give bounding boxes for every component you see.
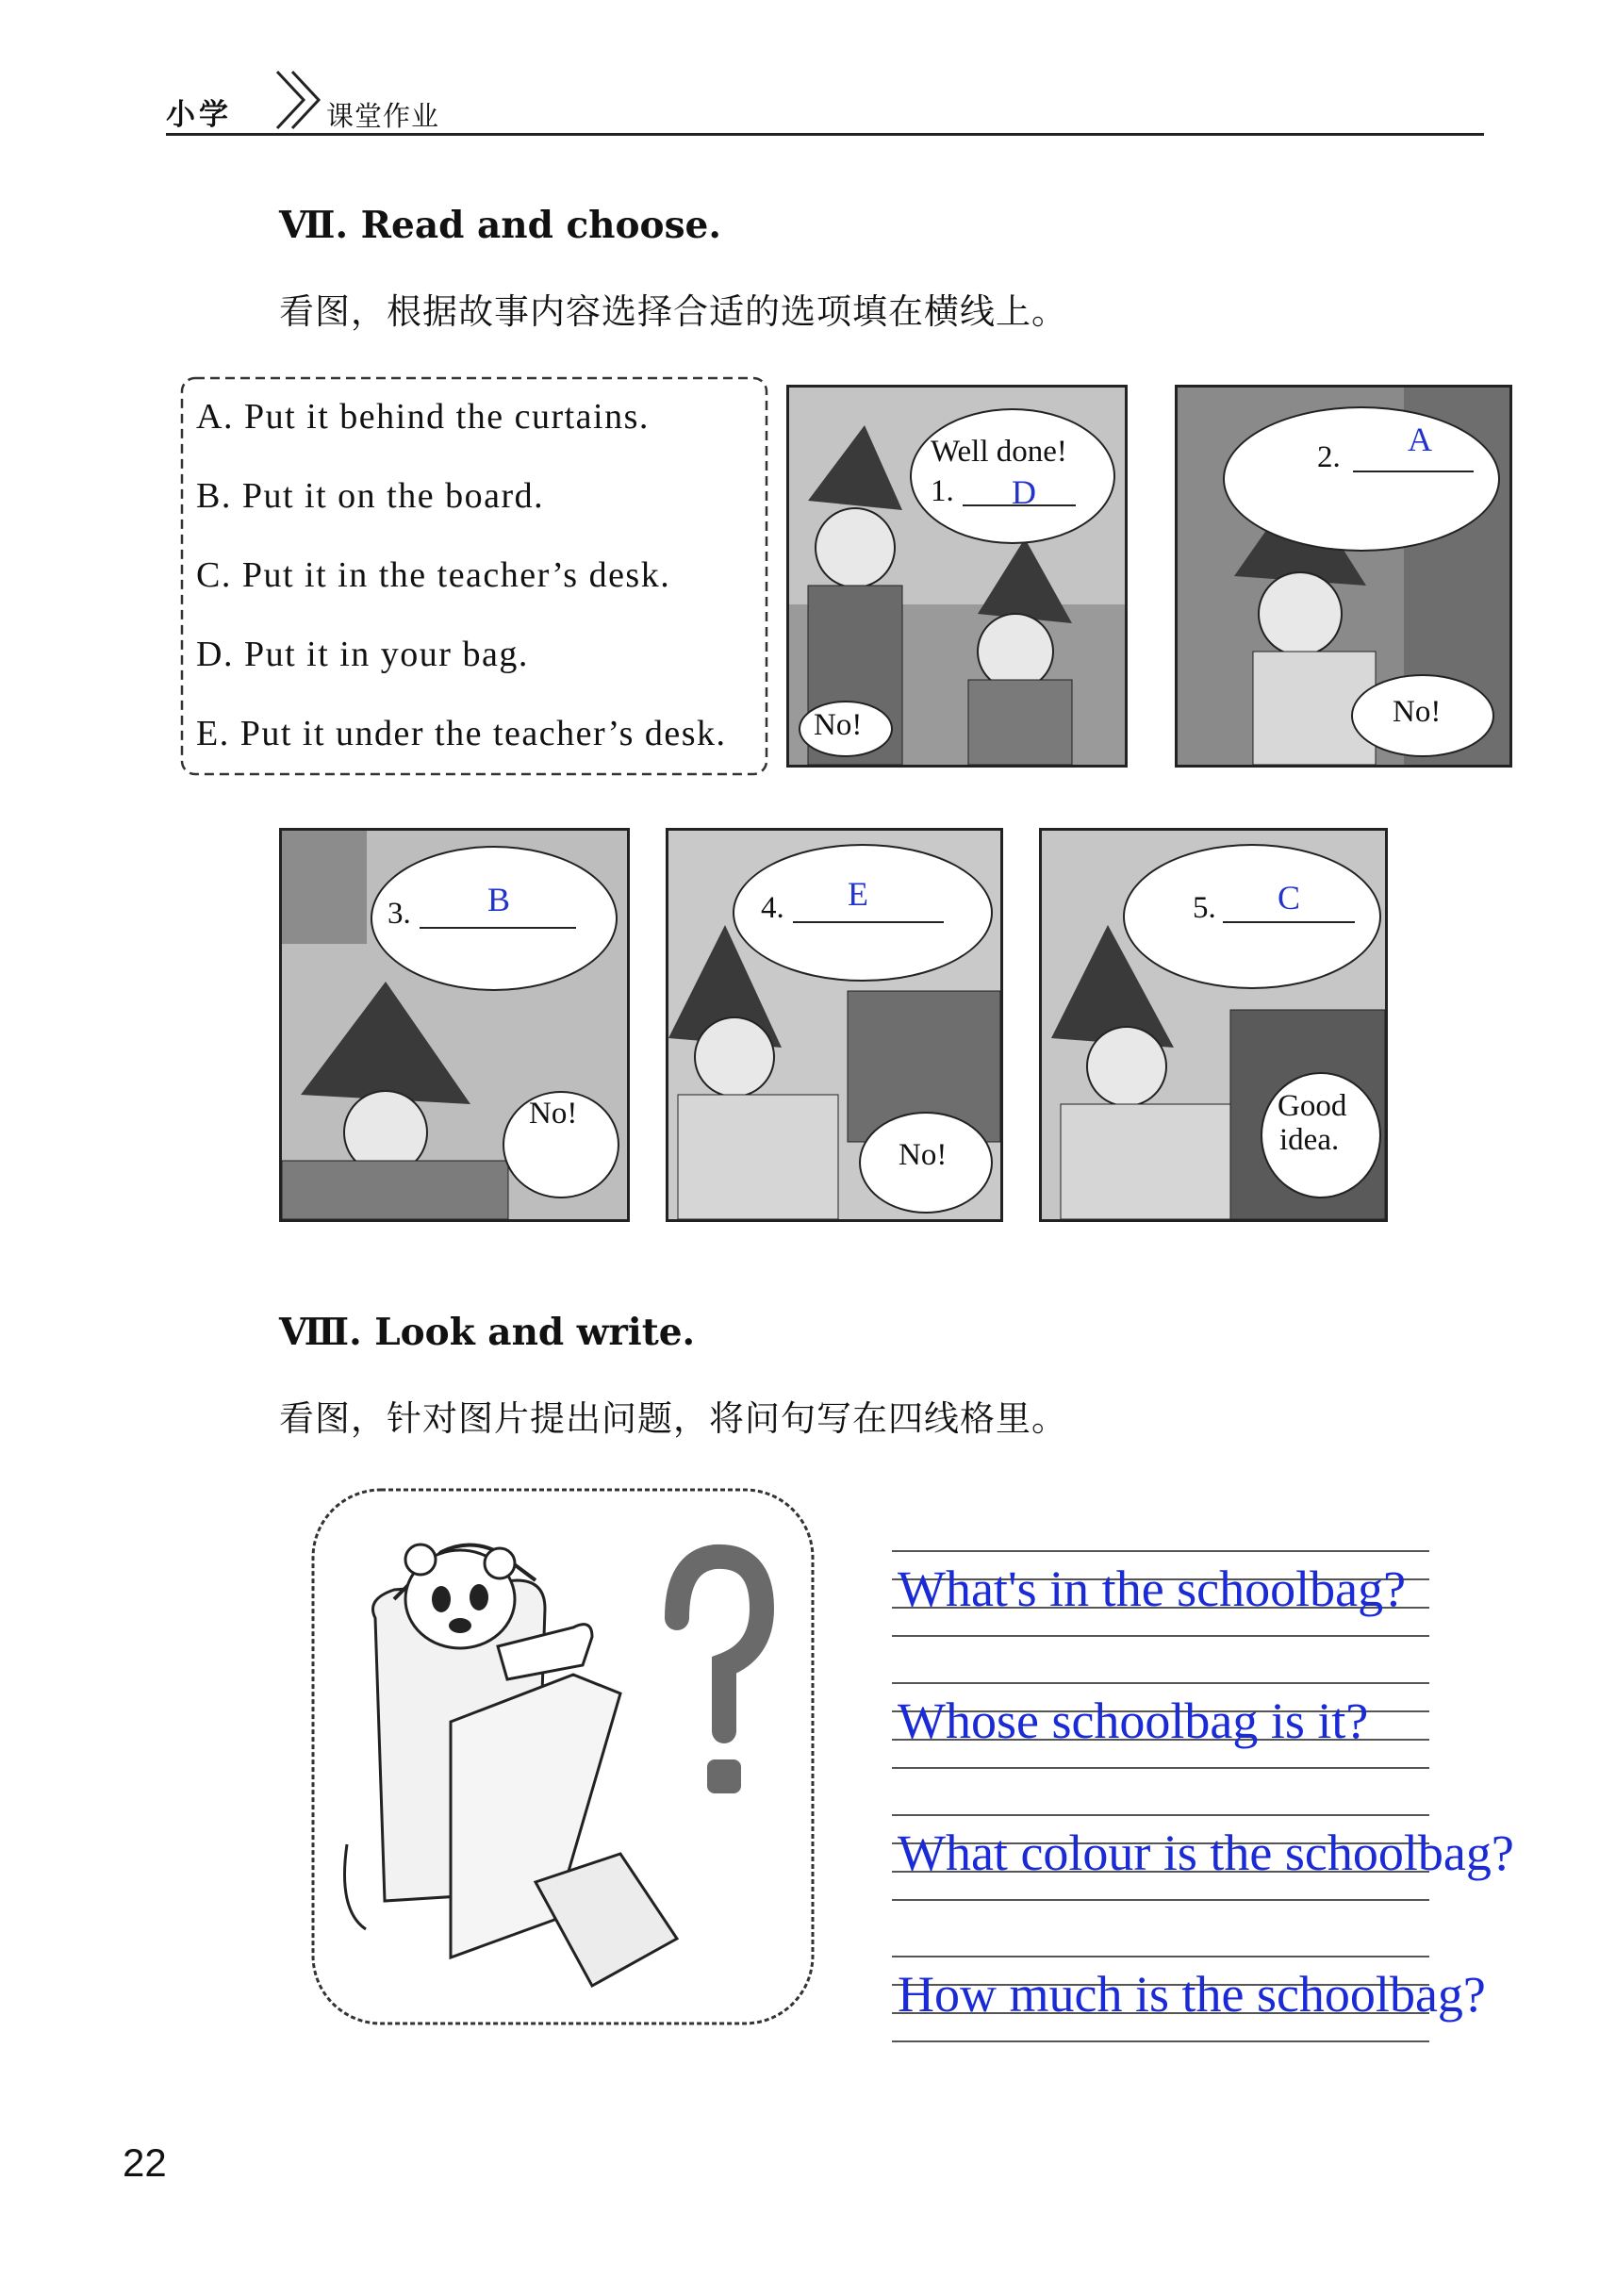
reply-5-line-1: Good <box>1278 1089 1347 1123</box>
double-chevron-icon <box>272 64 328 130</box>
blank-4-line <box>793 921 944 923</box>
option-e: E. Put it under the teacher’s desk. <box>196 714 727 753</box>
speech-bubble-5 <box>1123 844 1381 989</box>
comic-panel-4 <box>666 828 1003 1222</box>
answer-question-1: What's in the schoolbag? <box>898 1561 1407 1617</box>
comic-panel-5 <box>1039 828 1388 1222</box>
comic-panel-1 <box>786 385 1128 768</box>
section-8-title: Ⅷ. Look and write. <box>279 1311 696 1354</box>
reply-5-line-2: idea. <box>1279 1123 1340 1157</box>
schoolbag-picture <box>309 1486 816 2027</box>
options-box <box>179 375 769 777</box>
reply-4-text: No! <box>899 1138 948 1172</box>
reply-2-text: No! <box>1393 695 1442 729</box>
schoolbag-illustration <box>309 1486 816 2027</box>
option-a: A. Put it behind the curtains. <box>196 397 650 437</box>
answer-2: A <box>1408 421 1432 458</box>
blank-5-number: 5. <box>1193 891 1216 925</box>
section-8-instruction: 看图，针对图片提出问题，将问句写在四线格里。 <box>279 1398 1067 1439</box>
option-c: C. Put it in the teacher’s desk. <box>196 555 671 595</box>
blank-5-line <box>1223 921 1355 923</box>
reply-3-text: No! <box>529 1097 578 1131</box>
blank-3-number: 3. <box>388 897 411 931</box>
answer-1: D <box>1012 473 1036 511</box>
blank-2-number: 2. <box>1317 440 1341 474</box>
comic-panel-3 <box>279 828 630 1222</box>
option-d: D. Put it in your bag. <box>196 635 529 674</box>
page-number: 22 <box>123 2140 167 2185</box>
answer-question-2: Whose schoolbag is it? <box>898 1693 1369 1749</box>
answer-question-3: What colour is the schoolbag? <box>898 1825 1514 1881</box>
reply-1-text: No! <box>814 708 863 742</box>
section-7-instruction: 看图，根据故事内容选择合适的选项填在横线上。 <box>279 291 1067 332</box>
header-book-title: 课堂作业 <box>326 100 440 132</box>
blank-1-number: 1. <box>931 474 954 508</box>
blank-3-line <box>420 927 576 929</box>
option-b: B. Put it on the board. <box>196 476 545 516</box>
blank-2-line <box>1353 471 1474 472</box>
answer-question-4: How much is the schoolbag? <box>898 1966 1486 2023</box>
speech-bubble-2 <box>1223 406 1500 552</box>
header-rule <box>166 133 1484 136</box>
answer-3: B <box>487 881 511 918</box>
blank-4-number: 4. <box>761 891 784 925</box>
section-7-title: Ⅶ. Read and choose. <box>279 204 721 247</box>
comic-panel-2 <box>1175 385 1512 768</box>
answer-4: E <box>848 875 868 913</box>
answer-5: C <box>1278 879 1301 917</box>
bubble-1-text: Well done! <box>931 435 1067 469</box>
header-level: 小学 <box>166 98 232 132</box>
